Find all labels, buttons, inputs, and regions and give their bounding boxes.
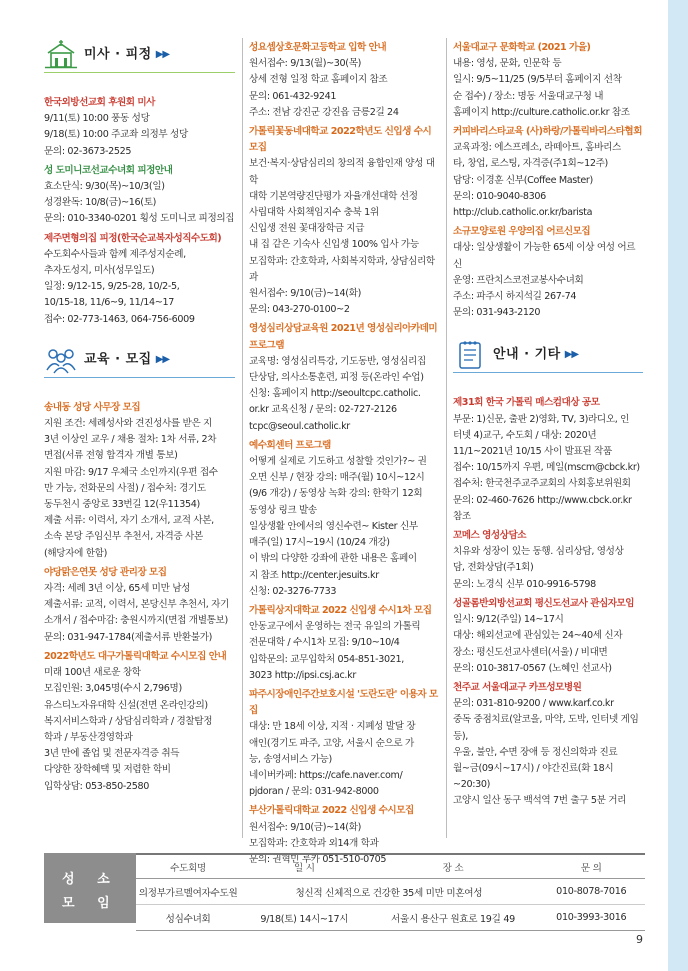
entry-line: 타, 창업, 로스팅, 자격증(주1회~12주) xyxy=(453,158,608,170)
notice-entry xyxy=(249,124,439,318)
table-side-heading xyxy=(44,853,136,923)
entry-line: 교육과정: 에스프레소, 라떼아트, 홈바리스 xyxy=(453,142,621,154)
entry-line: 매주(일) 17시~19시 (10/24 개강) xyxy=(249,537,390,549)
entry-title: 한국외방선교회 후원회 미사 xyxy=(44,97,155,108)
notice-entry xyxy=(44,565,235,646)
entry-line: 제출 서류: 이력서, 자기 소개서, 교적 사본, xyxy=(44,515,214,527)
entry-line: 우울, 불안, 수면 장애 등 정신의학과 진료 xyxy=(453,746,618,758)
entry-line: 문의: 061-432-9241 xyxy=(249,90,337,102)
section-title: 미사 · 피정 xyxy=(84,46,152,62)
entry-line: 모집학과: 간호학과 외14개 학과 xyxy=(249,837,379,849)
entry-line: 주소: 파주시 하지석길 267-74 xyxy=(453,291,577,303)
col-header-name: 수도회명 xyxy=(136,854,240,879)
entry-list-mass-retreat xyxy=(44,95,235,328)
entry-line: 동영상 링크 발송 xyxy=(249,504,317,516)
page-number: 9 xyxy=(636,933,643,946)
entry-line: http://club.catholic.or.kr/barista xyxy=(453,207,593,219)
entry-line: 다양한 장학혜택 및 저렴한 학비 xyxy=(44,764,171,776)
cell-merged: 청신적 신체적으로 건강한 35세 미만 미혼여성 xyxy=(240,879,537,905)
notice-entry xyxy=(44,400,235,562)
entry-line: 이 밖의 다양한 강좌에 관한 내용은 홈페이 xyxy=(249,553,417,565)
entry-line: 신청: 홈페이지 http://seoultcpc.catholic. xyxy=(249,388,421,400)
notice-entry xyxy=(44,163,235,228)
entry-line: 대상: 해외선교에 관심있는 24~40세 신자 xyxy=(453,630,623,642)
entry-line: 수도회수사들과 함께 제주성지순례, xyxy=(44,248,186,260)
table-row xyxy=(136,905,645,931)
entry-line: 신입생 전원 꽃대장학금 지급 xyxy=(249,223,365,235)
entry-line: 문의: 권혁민 루카 051-510-0705 xyxy=(249,853,387,865)
entry-line: 3023 http://ipsi.csj.ac.kr xyxy=(249,669,356,681)
entry-title: 성 도미니코선교수녀회 피정안내 xyxy=(44,164,173,176)
cell-place: 서울시 용산구 원효로 19길 49 xyxy=(368,905,537,931)
col-header-date: 일 시 xyxy=(240,854,368,879)
column-divider xyxy=(242,38,243,838)
entry-line: 고양시 일산 동구 백석역 7번 출구 5분 거리 xyxy=(453,795,627,807)
entry-line: 오면 신부 / 현장 강의: 매주(월) 10시~12시 xyxy=(249,472,425,484)
entry-line: 만 가능, 전화문의 사절) / 접수처: 경기도 xyxy=(44,482,206,494)
entry-line: 네이버카페: https://cafe.naver.com/ xyxy=(249,769,403,781)
entry-line: 유스티노자유대학 신설(전면 온라인강의) xyxy=(44,699,208,711)
entry-line: 일시: 9/5~11/25 (9/5부터 홈페이지 선착 xyxy=(453,74,622,86)
entry-line: 9/11(토) 10:00 풍동 성당 xyxy=(44,113,150,125)
entry-line: 복지서비스학과 / 상담심리학과 / 경찰탐정 xyxy=(44,715,213,727)
entry-line: 월~금(09시~17시) / 야간진료(화 18시~20:30) xyxy=(453,762,614,791)
entry-line: pjdoran / 문의: 031-942-8000 xyxy=(249,786,379,798)
section-header-notice-etc xyxy=(453,338,643,373)
column-3 xyxy=(453,38,643,813)
entry-line: (9/6 개강) / 동영상 녹화 강의: 한학기 12회 xyxy=(249,488,423,500)
notice-entry xyxy=(249,438,439,600)
entry-title: 영성심리상담교육원 2021년 영성심리아카데미 프로그램 xyxy=(249,323,438,351)
entry-line: 모집학과: 간호학과, 사회복지학과, 상담심리학과 xyxy=(249,255,435,283)
column-2 xyxy=(249,38,439,871)
entry-title: 파주시장애인주간보호시설 '도란도란' 이용자 모집 xyxy=(249,688,438,717)
entry-line: 접수처: 한국천주교주교회의 사회홍보위원회 xyxy=(453,478,631,490)
entry-line: 치유와 성장이 있는 동행. 심리상담, 영성상 xyxy=(453,546,624,558)
church-icon xyxy=(44,39,78,71)
notice-entry xyxy=(44,649,235,795)
entry-title: 부산가톨릭대학교 2022 신입생 수시모집 xyxy=(249,805,414,817)
notice-entry xyxy=(453,680,643,810)
col-header-contact: 문 의 xyxy=(537,854,645,879)
schedule-table xyxy=(136,853,645,931)
table-row xyxy=(136,879,645,905)
entry-line: 자격: 세례 3년 이상, 65세 미만 남성 xyxy=(44,583,191,595)
notepad-icon xyxy=(453,339,487,371)
entry-line: 문의: 043-270-0100~2 xyxy=(249,304,350,316)
entry-title: 송내동 성당 사무장 모집 xyxy=(44,401,141,413)
entry-title: 서울대교구 문화학교 (2021 가을) xyxy=(453,42,591,53)
notice-entry xyxy=(249,603,439,684)
entry-title: 제31회 한국 가톨릭 매스컴대상 공모 xyxy=(453,397,600,409)
entry-title: 가톨릭상지대학교 2022 신입생 수시1차 모집 xyxy=(249,604,432,616)
notice-entry xyxy=(249,687,439,800)
entry-line: 11/1~2021년 10/15 사이 발표된 작품 xyxy=(453,446,612,458)
entry-line: 3년 이상인 교우 / 채용 절차: 1차 서류, 2차 xyxy=(44,434,217,446)
entry-list-education-cont xyxy=(249,40,439,868)
entry-line: 문의: 031-943-2120 xyxy=(453,307,541,319)
entry-list-education xyxy=(44,400,235,795)
entry-line: 문의: 031-947-1784(제출서류 반환불가) xyxy=(44,631,213,643)
entry-line: 어떻게 실제로 기도하고 성찰할 것인가?~ 권 xyxy=(249,456,427,468)
entry-line: (해당자에 한함) xyxy=(44,547,107,559)
entry-title: 성골롬반외방선교회 평신도선교사 관심자모임 xyxy=(453,597,635,609)
entry-title: 소규모양로원 우양의집 어르신모집 xyxy=(453,226,591,238)
col-header-place: 장 소 xyxy=(368,854,537,879)
entry-title: 꼬메스 영성상담소 xyxy=(453,530,526,542)
notice-entry xyxy=(249,321,439,434)
entry-line: 원서접수: 9/10(금)~14(화) xyxy=(249,288,361,300)
entry-line: 문의: 031-810-9200 / www.karf.co.kr xyxy=(453,698,614,710)
section-title: 안내 · 기타 xyxy=(493,347,561,363)
entry-line: 주소: 전남 강진군 강진읍 금릉2길 24 xyxy=(249,106,399,118)
entry-line: 일상생활 안에서의 영신수련~ Kister 신부 xyxy=(249,520,418,532)
notice-entry xyxy=(453,596,643,677)
entry-line: 성경완독: 10/8(금)~16(토) xyxy=(44,197,156,209)
vocation-meeting-table xyxy=(44,853,645,923)
people-icon xyxy=(44,344,78,376)
cell-contact: 010-3993-3016 xyxy=(537,905,645,931)
entry-line: 홈페이지 http://culture.catholic.or.kr 참조 xyxy=(453,106,630,118)
entry-line: 문의: 010-3340-0201 횡성 도미니코 피정의집 xyxy=(44,213,235,225)
entry-line: 효소단식: 9/30(목)~10/3(일) xyxy=(44,181,165,193)
entry-line: 담, 전화상담(주1회) xyxy=(453,562,534,574)
entry-line: 상세 전형 일정 학교 홈페이지 참조 xyxy=(249,74,388,86)
table-header-row xyxy=(136,854,645,879)
entry-line: 접수: 02-773-1463, 064-756-6009 xyxy=(44,313,195,325)
entry-line: tcpc@seoul.catholic.kr xyxy=(249,420,350,432)
entry-line: 문의: 010-9040-8306 xyxy=(453,190,546,202)
entry-line: 입학문의: 교무입학처 054-851-3021, xyxy=(249,653,405,665)
section-header-mass-retreat xyxy=(44,38,235,73)
entry-line: 대학 기본역량진단평가 자율개선대학 선정 xyxy=(249,190,418,202)
section-arrows: ▶▶ xyxy=(155,353,170,365)
section-title: 교육 · 모집 xyxy=(84,351,152,367)
entry-line: 운영: 프란치스코전교봉사수녀회 xyxy=(453,274,584,286)
cell-contact: 010-8078-7016 xyxy=(537,879,645,905)
section-header-education-recruit xyxy=(44,343,235,378)
column-1 xyxy=(44,38,235,798)
entry-line: 문의: 02-3673-2525 xyxy=(44,145,132,157)
section-arrows: ▶▶ xyxy=(564,349,579,361)
entry-title: 성요셉상호문화고등학교 입학 안내 xyxy=(249,42,387,53)
notice-entry xyxy=(249,40,439,121)
notice-entry xyxy=(44,231,235,328)
entry-title: 커피바리스타교육 (사)하랑/가톨릭바리스타협회 xyxy=(453,126,642,138)
entry-title: 천주교 서울대교구 카프성모병원 xyxy=(453,681,582,693)
entry-line: 지원 조건: 세례성사와 견진성사를 받은 지 xyxy=(44,418,212,430)
entry-line: 애인(경기도 파주, 고양, 서울시 순으로 가 xyxy=(249,737,414,749)
entry-line: 부문: 1)신문, 출판 2)영화, TV, 3)라디오, 인 xyxy=(453,413,630,425)
entry-line: 순 접수) / 장소: 명동 서울대교구청 내 xyxy=(453,90,604,102)
entry-line: 지원 마감: 9/17 우체국 소인까지(우편 접수 xyxy=(44,466,218,478)
entry-line: 대상: 만 18세 이상, 지적 · 지폐성 발달 장 xyxy=(249,721,416,733)
cell-name: 의정부가르멜여자수도원 xyxy=(136,879,240,905)
table-heading-line1: 성 소 xyxy=(62,872,119,887)
entry-line: 미래 100년 새로운 창학 xyxy=(44,667,141,679)
entry-line: 모집인원: 3,045명(수시 2,796명) xyxy=(44,683,182,695)
entry-title: 예수회센터 프로그램 xyxy=(249,439,331,451)
notice-entry xyxy=(453,528,643,593)
cell-name: 성심수녀회 xyxy=(136,905,240,931)
entry-line: 신청: 02-3276-7733 xyxy=(249,585,337,597)
notice-entry xyxy=(453,395,643,525)
entry-title: 가톨릭꽃동네대학교 2022학년도 신입생 수시모집 xyxy=(249,126,432,154)
entry-line: 문의: 02-460-7626 http://www.cbck.or.kr 참조 xyxy=(453,494,635,522)
entry-line: 소속 본당 주임신부 추천서, 자격증 사본 xyxy=(44,531,203,543)
entry-line: 학과 / 부동산경영학과 xyxy=(44,731,133,743)
notice-entry xyxy=(453,40,643,121)
entry-line: 능, 송영서비스 가능) xyxy=(249,753,332,765)
entry-line: 제출서류: 교적, 이력서, 본당신부 추천서, 자기 xyxy=(44,599,229,611)
entry-line: 전문대학 / 수시1차 모집: 9/10~10/4 xyxy=(249,637,400,649)
entry-line: 입학상담: 053-850-2580 xyxy=(44,780,150,792)
entry-line: 중독 중점치료(알코올, 마약, 도박, 인터넷 게임등), xyxy=(453,714,639,742)
entry-line: 보건·복지·상담심리의 창의적 융합인재 양성 대학 xyxy=(249,158,435,186)
entry-line: 대상: 일상생활이 가능한 65세 이상 여성 어르신 xyxy=(453,242,636,270)
side-stripe xyxy=(668,0,688,971)
entry-line: 문의: 010-3817-0567 (노혜인 선교사) xyxy=(453,662,612,674)
entry-line: 내 집 같은 기숙사 신입생 100% 입사 가능 xyxy=(249,239,419,251)
entry-line: 소개서 / 접수마감: 충원시까지(면접 개별통보) xyxy=(44,615,228,627)
entry-line: 접수: 10/15까지 우편, 메일(mscm@cbck.kr) xyxy=(453,462,640,474)
entry-line: 담당: 이경훈 신부(Coffee Master) xyxy=(453,174,593,186)
entry-line: 동두천시 중앙로 33번길 12(우11354) xyxy=(44,499,200,511)
notice-entry xyxy=(453,224,643,321)
entry-line: 추자도성지, 미사(성무일도) xyxy=(44,265,155,277)
entry-line: or.kr 교육신청 / 문의: 02-727-2126 xyxy=(249,404,397,416)
entry-line: 10/15-18, 11/6~9, 11/14~17 xyxy=(44,297,174,309)
cell-date: 9/18(토) 14시~17시 xyxy=(240,905,368,931)
entry-title: 야당맑은연못 성당 관리장 모집 xyxy=(44,566,167,578)
entry-line: 장소: 평신도선교사센터(서울) / 비대면 xyxy=(453,646,608,658)
notice-entry xyxy=(453,124,643,221)
entry-line: 문의: 노경식 신부 010-9916-5798 xyxy=(453,578,596,590)
entry-list-notice xyxy=(453,395,643,809)
entry-line: 3년 만에 졸업 및 전문자격증 취득 xyxy=(44,748,180,760)
entry-line: 내용: 영성, 문화, 인문학 등 xyxy=(453,58,562,70)
entry-list-culture xyxy=(453,40,643,321)
notice-entry xyxy=(44,95,235,160)
entry-line: 원서접수: 9/10(금)~14(화) xyxy=(249,821,361,833)
section-arrows: ▶▶ xyxy=(155,48,170,60)
entry-line: 교육명: 영성심리특강, 기도동반, 영성심리집 xyxy=(249,355,426,367)
table-heading-line2: 모 임 xyxy=(62,896,119,911)
entry-line: 면접(서류 전형 합격자 개별 통보) xyxy=(44,450,178,462)
entry-line: 일정: 9/12-15, 9/25-28, 10/2-5, xyxy=(44,281,180,293)
entry-line: 지 참조 http://center.jesuits.kr xyxy=(249,569,379,581)
entry-line: 안동교구에서 운영하는 전국 유일의 가톨릭 xyxy=(249,621,421,633)
entry-line: 일시: 9/12(주일) 14~17시 xyxy=(453,614,564,626)
entry-line: 9/18(토) 10:00 주교좌 의정부 성당 xyxy=(44,129,188,141)
entry-line: 터넷 4)교구, 수도회 / 대상: 2020년 xyxy=(453,429,597,441)
entry-line: 사립대학 사회책임지수 충북 1위 xyxy=(249,207,379,219)
entry-line: 원서접수: 9/13(월)~30(목) xyxy=(249,58,361,70)
entry-title: 2022학년도 대구가톨릭대학교 수시모집 안내 xyxy=(44,650,227,662)
column-divider xyxy=(446,38,447,838)
entry-line: 단상담, 의사소통훈련, 피정 등(온라인 수업) xyxy=(249,372,424,384)
entry-title: 제주면형의집 피정(한국순교복자성직수도회) xyxy=(44,232,222,244)
